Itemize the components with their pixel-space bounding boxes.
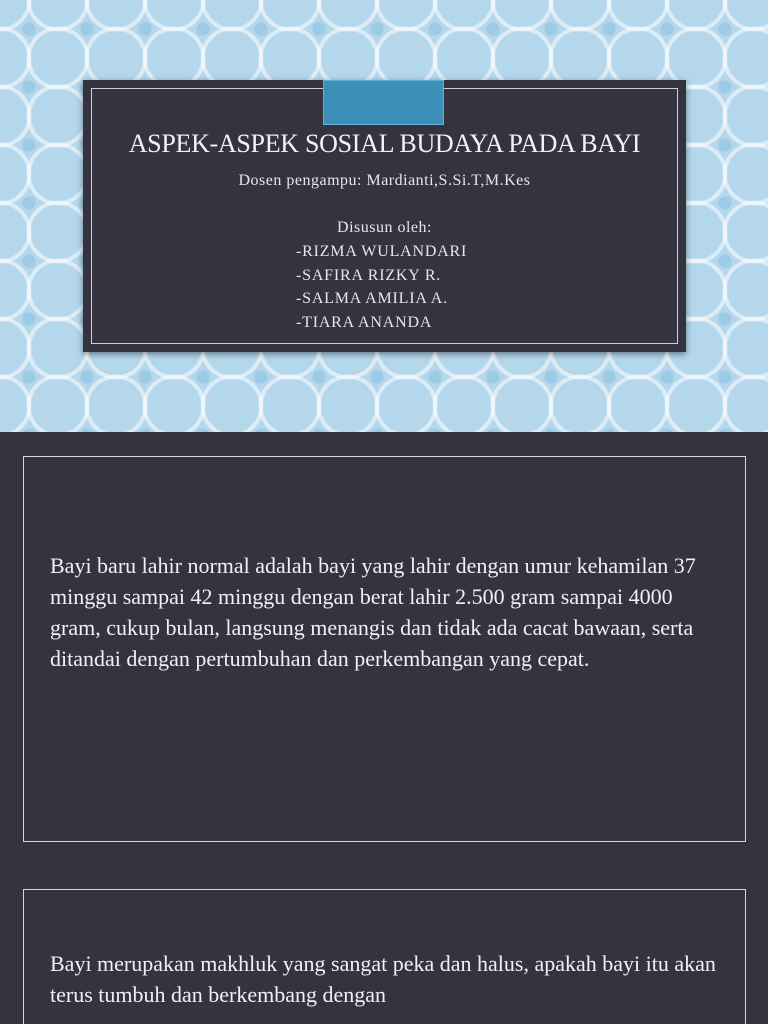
slide-title: ASPEK-ASPEK SOSIAL BUDAYA PADA BAYI: [128, 129, 641, 158]
slide-body-text: Bayi baru lahir normal adalah bayi yang lahir dengan umur kehamilan 37 minggu sampai 42 minggu dengan berat lahir 2.500 gram sampai 4000 gram, cukup bulan, langsung menangis dan tidak ada cacat bawaan, serta ditandai dengan pertumbuhan dan perkembangan yang cepat.: [50, 553, 696, 671]
title-card: [83, 80, 686, 352]
author-item: -SALMA AMILIA A.: [296, 290, 448, 307]
content-slide-2: [0, 432, 768, 880]
author-item: -RIZMA WULANDARI: [296, 243, 468, 260]
author-item: -SAFIRA RIZKY R.: [296, 266, 442, 284]
slide-body-text: Bayi merupakan makhluk yang sangat peka dan halus, apakah bayi itu akan terus tumbuh dan berkembang dengan: [50, 951, 716, 1007]
author-list: [296, 240, 467, 334]
author-label: Disusun oleh:: [337, 219, 432, 236]
author-item: -TIARA ANANDA: [296, 313, 433, 331]
content-slide-3: [0, 880, 768, 1024]
accent-tab: [323, 80, 444, 125]
lecturer-line: Dosen pengampu: Mardianti,S.Si.T,M.Kes: [238, 172, 531, 189]
title-slide: [0, 0, 768, 432]
